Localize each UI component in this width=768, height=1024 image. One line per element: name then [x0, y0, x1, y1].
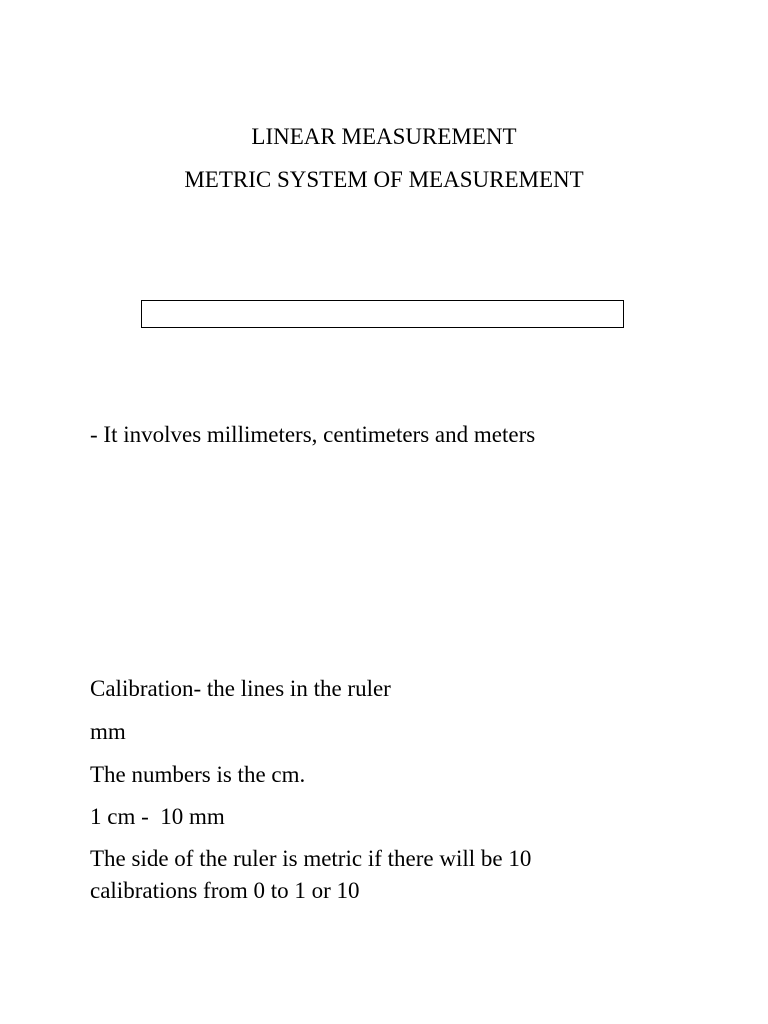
- numbers-definition: The numbers is the cm.: [90, 762, 306, 787]
- conversion-line: 1 cm - 10 mm: [90, 804, 225, 829]
- document-title: LINEAR MEASUREMENT: [251, 124, 517, 149]
- document-subtitle: METRIC SYSTEM OF MEASUREMENT: [184, 167, 584, 192]
- empty-text-box: [141, 300, 624, 328]
- bullet-text: - It involves millimeters, centimeters and meters: [90, 422, 536, 447]
- mm-label: mm: [90, 719, 126, 744]
- calibration-definition: Calibration- the lines in the ruler: [90, 676, 391, 701]
- metric-side-description: The side of the ruler is metric if there will be 10 calibrations from 0 to 1 or 10: [90, 846, 532, 903]
